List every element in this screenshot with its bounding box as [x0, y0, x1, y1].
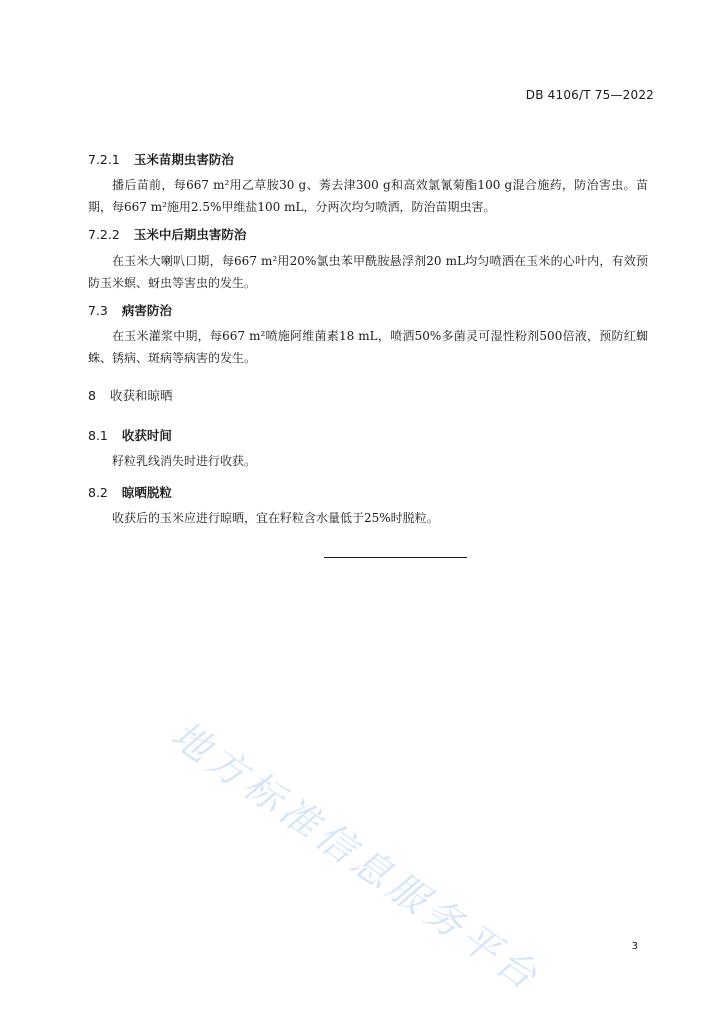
section-8-heading: [88, 386, 172, 404]
paragraph-7-2-2: 在玉米大喇叭口期，每667 m²用20%氯虫苯甲酰胺悬浮剂20 mL均匀喷洒在玉米的心叶内，有效预防玉米螟、蚜虫等害虫的发生。: [88, 254, 648, 290]
section-title: 收获和晾晒: [109, 388, 173, 403]
section-number: 7.2.2: [88, 227, 120, 242]
section-number: 8: [88, 388, 96, 403]
section-title: 收获时间: [121, 428, 172, 443]
document-code: DB 4106/T 75—2022: [525, 88, 654, 102]
section-title: 玉米苗期虫害防治: [133, 152, 234, 167]
paragraph-7-2-1: 播后苗前，每667 m²用乙草胺30 g、莠去津300 g和高效氯氰菊酯100 g混合施药，防治害虫。苗期，每667 m²施用2.5%甲维盐100 mL，分两次均匀喷洒，防治苗期虫害。: [88, 178, 648, 214]
section-number: 7.2.1: [88, 152, 120, 167]
section-7-2-2-heading: [88, 225, 246, 243]
watermark: 地方标准信息服务平台: [163, 712, 550, 1001]
section-number: 8.1: [88, 428, 108, 443]
section-8-2-heading: [88, 483, 172, 501]
section-title: 玉米中后期虫害防治: [133, 227, 247, 242]
section-number: 8.2: [88, 485, 108, 500]
end-of-document-rule: [324, 557, 467, 558]
section-7-3-heading: [88, 301, 172, 319]
section-8-1-heading: [88, 426, 172, 444]
section-title: 病害防治: [121, 303, 172, 318]
section-title: 晾晒脱粒: [121, 485, 172, 500]
paragraph-7-3: 在玉米灌浆中期，每667 m²喷施阿维菌素18 mL，喷洒50%多菌灵可湿性粉剂500倍液，预防红蜘蛛、锈病、斑病等病害的发生。: [88, 329, 648, 365]
page-number: 3: [631, 941, 638, 952]
section-7-2-1-heading: [88, 150, 234, 168]
section-number: 7.3: [88, 303, 108, 318]
paragraph-8-1: 籽粒乳线消失时进行收获。: [112, 454, 257, 468]
paragraph-8-2: 收获后的玉米应进行晾晒，宜在籽粒含水量低于25%时脱粒。: [112, 511, 439, 525]
